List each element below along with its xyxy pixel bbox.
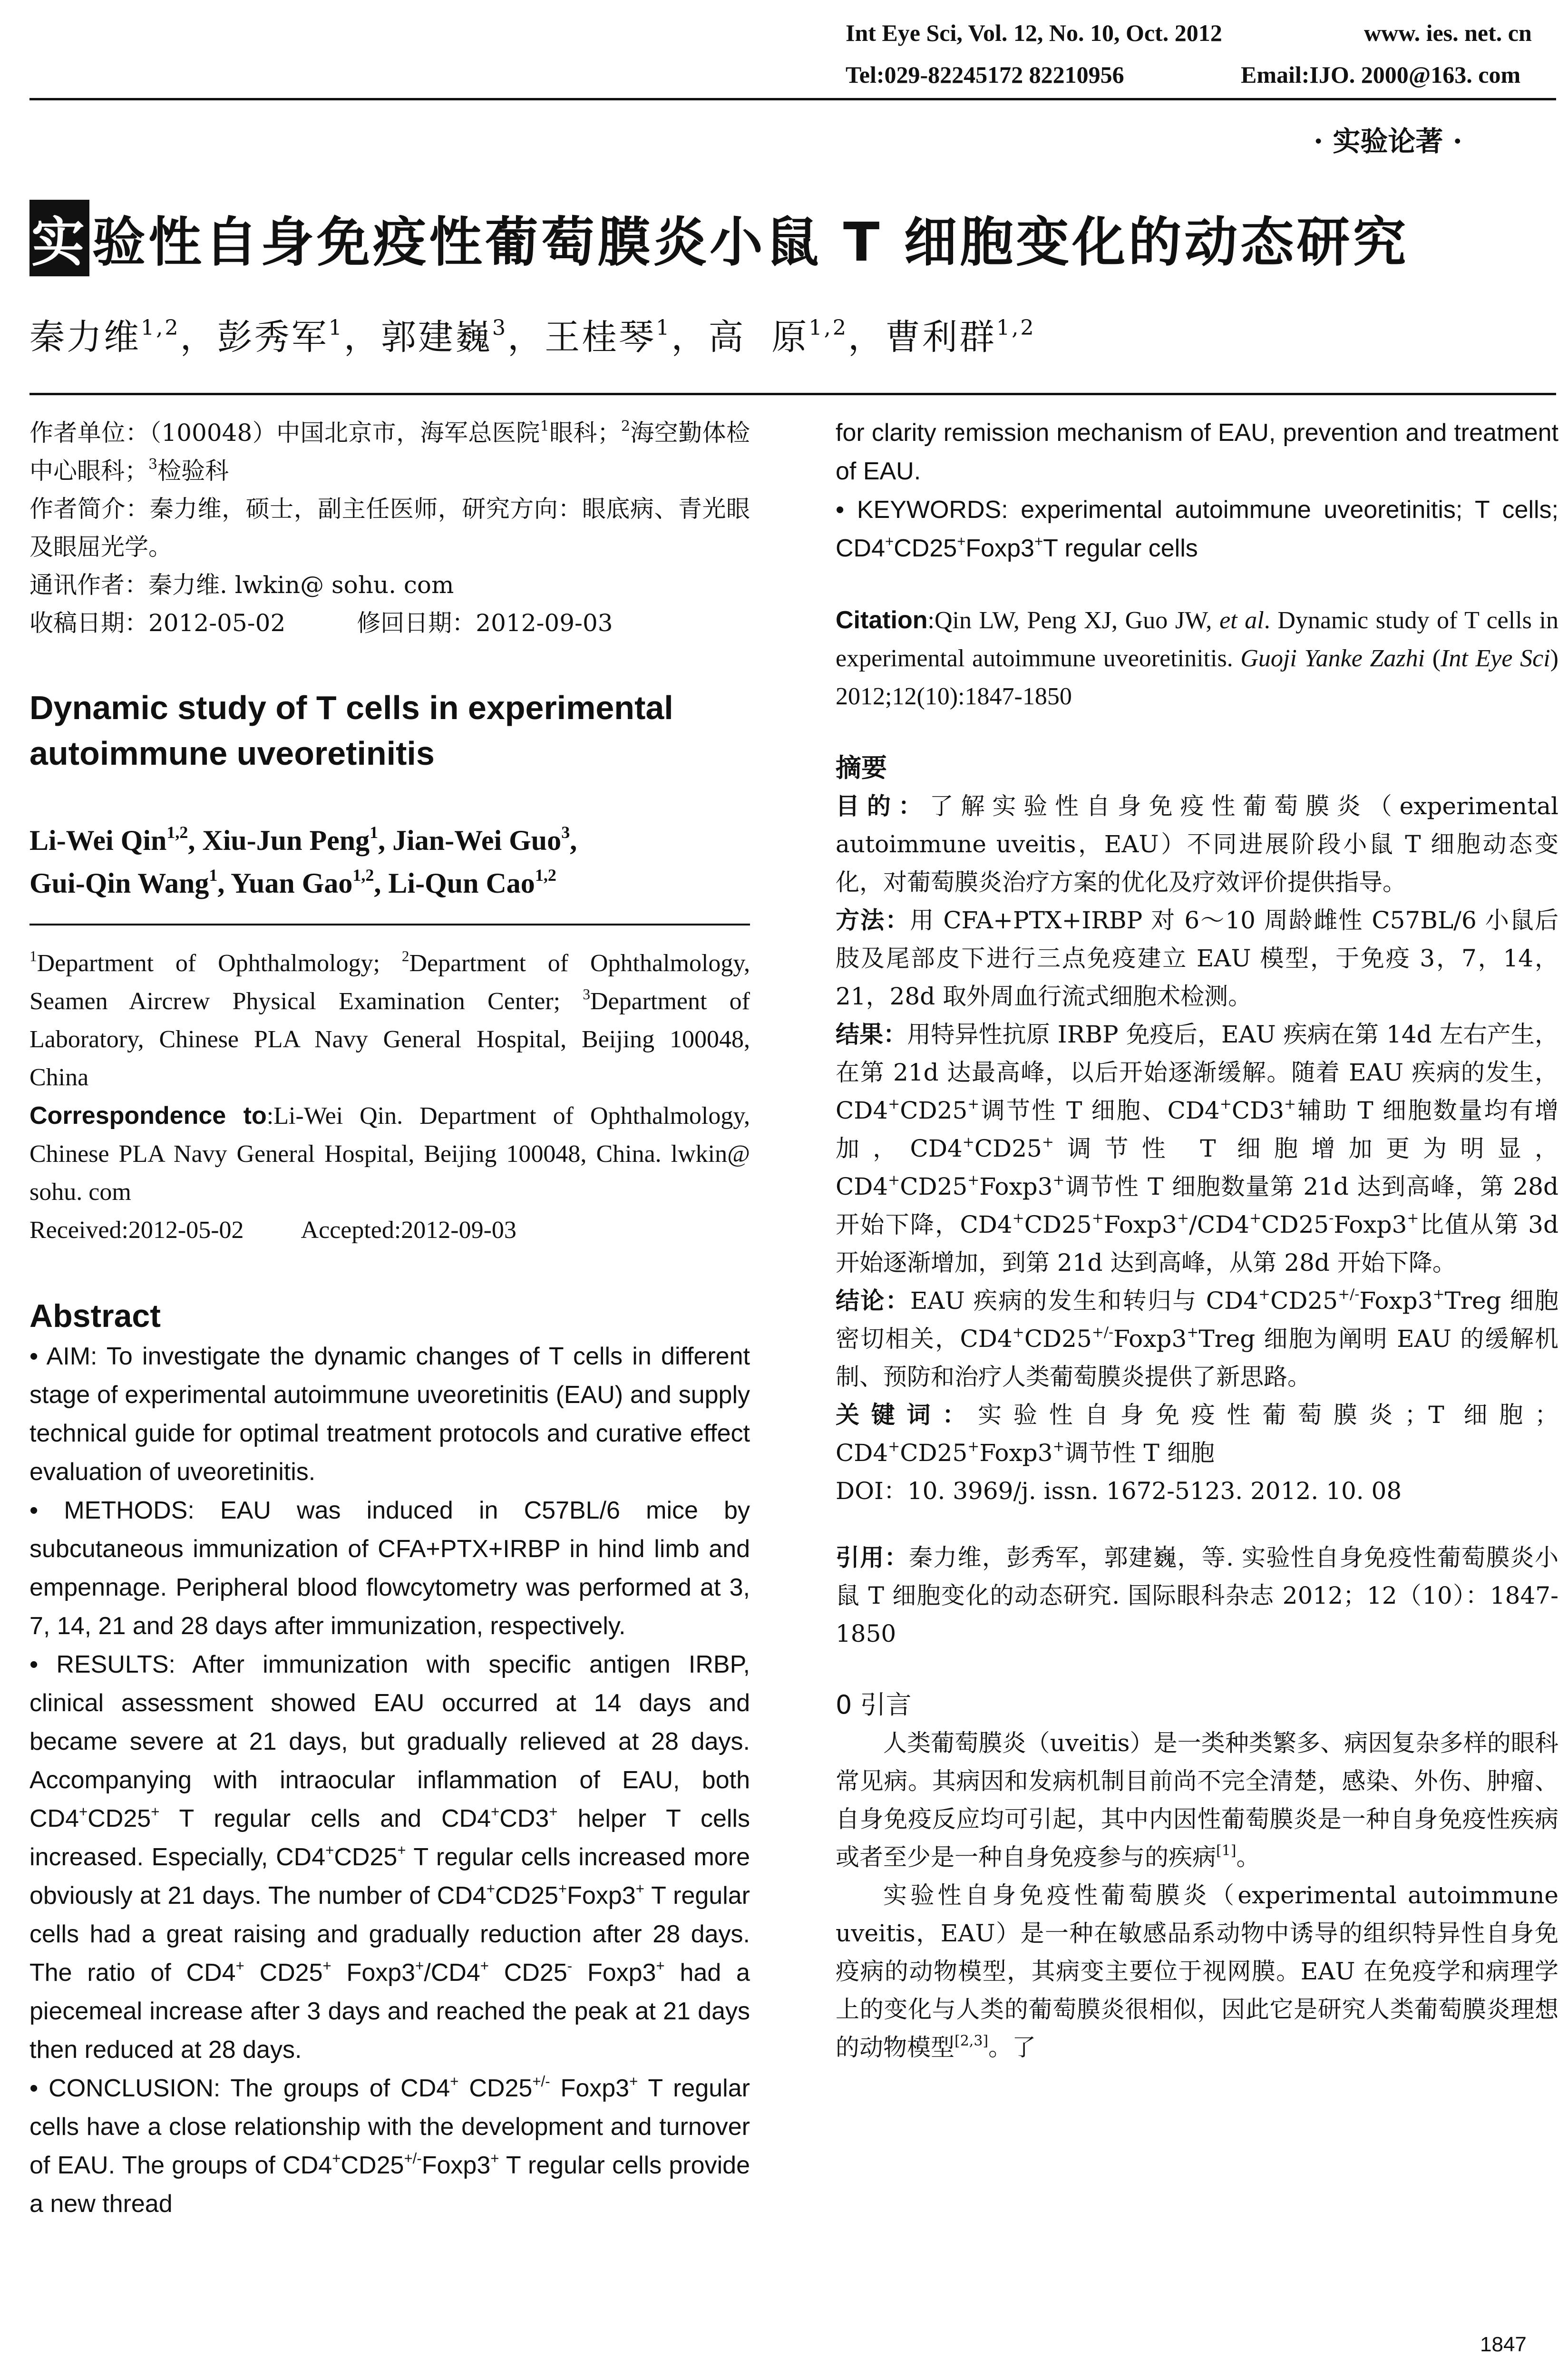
abstract-methods: • METHODS: EAU was induced in C57BL/6 mice by subcutaneous immunization of CFA+PTX+IRBP in hind limb and empennage. Peripheral blood flowcytometry was performed at 3, 7, 14, 21 and 28 days after immunization, respectively. (29, 1497, 750, 1640)
abstract-cn-heading: 摘要 (836, 753, 887, 783)
correspondence-label: Correspondence to (29, 1102, 267, 1130)
journal-email: Email:IJO. 2000@163. com (1241, 61, 1521, 88)
received-date-cn: 收稿日期：2012-05-02 (29, 609, 286, 637)
abstract-cn-methods (836, 901, 1558, 1015)
accepted-date-en: Accepted:2012-09-03 (301, 1217, 516, 1244)
citation-en: Citation:Qin LW, Peng XJ, Guo JW, et al. Dynamic study of T cells in experimental autoimmune uveoretinitis. Guoji Yanke Zazhi (Int Eye Sci) 2012;12(10):1847-1850 (836, 606, 1558, 710)
journal-website: www. ies. net. cn (1364, 19, 1532, 46)
correspondence-text: :Li-Wei Qin. Department of Ophthalmology, Chinese PLA Navy General Hospital, Beijing 100048, China. lwkin@ sohu. com (29, 1102, 750, 1206)
dates-en (29, 1211, 750, 1249)
dates-cn (29, 604, 750, 642)
abstract-keywords: • KEYWORDS: experimental autoimmune uveoretinitis; T cells; CD4+CD25+Foxp3+T regular cells (836, 496, 1558, 562)
title-initial-block: 实 (29, 200, 89, 276)
journal-telephone: Tel:029-82245172 82210956 (846, 61, 1124, 88)
article-title-en: Dynamic study of T cells in experimental autoimmune uveoretinitis (29, 689, 673, 772)
page-number: 1847 (1480, 2333, 1527, 2356)
methods-label: 方法： (836, 906, 910, 934)
intro-heading: 0 引言 (836, 1690, 912, 1720)
article-category: · 实验论著 · (1314, 125, 1462, 157)
keywords-cn-label: 关键词： (836, 1401, 978, 1429)
results-label: 结果： (836, 1021, 907, 1048)
received-date-en: Received:2012-05-02 (29, 1217, 244, 1244)
citation-cn (836, 1539, 1558, 1653)
authors-en-line-1: Li-Wei Qin$^{1,2}$, Xiu-Jun Peng$^1$, Jian-Wei Guo$^3$, (29, 823, 577, 856)
methods-text: 用 CFA+PTX+IRBP 对 6～10 周龄雌性 C57BL/6 小鼠后肢及尾部皮下进行三点免疫建立 EAU 模型，于免疫 3，7，14，21，28d 取外周血行流式细胞术检测。 (836, 906, 1559, 1010)
abstract-conclusion: • CONCLUSION: The groups of CD4+ CD25+/- Foxp3+ T regular cells have a close relationship with the development and turnover of EAU. The groups of CD4+CD25+/-Foxp3+ T regular cells provide a new thread (29, 2073, 750, 2218)
abstract-cn-keywords: 关键词：实验性自身免疫性葡萄膜炎；T 细胞；CD4+CD25+Foxp3+调节性 T 细胞 (836, 1401, 1558, 1467)
intro-paragraph-2: 实验性自身免疫性葡萄膜炎（experimental autoimmune uveitis，EAU）是一种在敏感品系动物中诱导的组织特异性自身免疫病的动物模型，其病变主要位于视网膜。EAU 在免疫学和病理学上的变化与人类的葡萄膜炎很相似，因此它是研究人类葡萄膜炎理想的动物模型[2,3]。了 (836, 1881, 1558, 2061)
affiliation-cn: 作者单位：（100048）中国北京市，海军总医院$^1$眼科；$^2$海空勤体检中心眼科；$^3$检验科 (29, 418, 750, 485)
affiliation-en: $^1$Department of Ophthalmology; $^2$Department of Ophthalmology, Seamen Aircrew Physical Examination Center; $^3$Department of Laboratory, Chinese PLA Navy General Hospital, Beijing 100048, China (29, 947, 750, 1091)
conclusion-label: 结论： (836, 1287, 910, 1315)
citation-cn-label: 引用： (836, 1544, 909, 1571)
correspondence-en (29, 1097, 750, 1211)
abstract-aim: • AIM: To investigate the dynamic changes of T cells in different stage of experimental autoimmune uveoretinitis (EAU) and supply technical guide for optimal treatment protocols and curative effect evaluation of uveoretinitis. (29, 1343, 750, 1486)
objective-label: 目的： (836, 792, 930, 820)
article-title-cn (29, 200, 1409, 276)
journal-volume-line: Int Eye Sci, Vol. 12, No. 10, Oct. 2012 (846, 19, 1222, 46)
citation-label: Citation (836, 606, 928, 634)
abstract-heading: Abstract (29, 1298, 161, 1334)
intro-paragraph-1: 人类葡萄膜炎（uveitis）是一类种类繁多、病因复杂多样的眼科常见病。其病因和发病机制目前尚不完全清楚，感染、外伤、肿瘤、自身免疫反应均可引起，其中内因性葡萄膜炎是一种自身免疫性疾病或者至少是一种自身免疫参与的疾病[1]。 (836, 1729, 1558, 1871)
abstract-conclusion-continued: for clarity remission mechanism of EAU, prevention and treatment of EAU. (836, 419, 1558, 485)
revised-date-cn: 修回日期：2012-09-03 (357, 609, 613, 637)
header-rule (29, 98, 1556, 100)
abstract-results: • RESULTS: After immunization with specific antigen IRBP, clinical assessment showed EAU occurred at 14 days and became severe at 21 days, but gradually relieved at 28 days. Accompanying with intraocular inflammation of EAU, both CD4+CD25+ T regular cells and CD4+CD3+ helper T cells increased. Especially, CD4+CD25+ T regular cells increased more obviously at 21 days. The number of CD4+CD25+Foxp3+ T regular cells had a great raising and gradually reduction after 28 days. The ratio of CD4+ CD25+ Foxp3+/CD4+ CD25- Foxp3+ had a piecemeal increase after 3 days and reached the peak at 21 days then reduced at 28 days. (29, 1651, 750, 2064)
right-column (836, 414, 1558, 2066)
abstract-cn-conclusion: 结论：EAU 疾病的发生和转归与 CD4+CD25+/-Foxp3+Treg 细胞密切相关，CD4+CD25+/-Foxp3+Treg 细胞为阐明 EAU 的缓解机制、预防和治疗人类葡萄膜炎提供了新思路。 (836, 1286, 1558, 1391)
abstract-cn-objective (836, 787, 1558, 901)
title-rule (29, 393, 1556, 395)
citation-cn-text: 秦力维，彭秀军，郭建巍，等. 实验性自身免疫性葡萄膜炎小鼠 T 细胞变化的动态研究. 国际眼科杂志 2012；12（10）：1847-1850 (836, 1544, 1558, 1647)
left-column (29, 414, 750, 2223)
doi: DOI：10. 3969/j. issn. 1672-5123. 2012. 10. 08 (836, 1477, 1402, 1505)
author-bio-cn: 作者简介：秦力维，硕士，副主任医师，研究方向：眼底病、青光眼及眼屈光学。 (29, 495, 750, 561)
abstract-cn-results: 结果：用特异性抗原 IRBP 免疫后，EAU 疾病在第 14d 左右产生，在第 21d 达最高峰，以后开始逐渐缓解。随着 EAU 疾病的发生，CD4+CD25+调节性 T 细胞、CD4+CD3+辅助 T 细胞数量均有增加，CD4+CD25+调节性 T 细胞增加更为明显，CD4+CD25+Foxp3+调节性 T 细胞数量第 21d 达到高峰，第 28d 开始下降，CD4+CD25+Foxp3+/CD4+CD25-Foxp3+比值从第 3d 开始逐渐增加，到第 21d 达到高峰，从第 28d 开始下降。 (836, 1021, 1559, 1276)
title-text: 验性自身免疫性葡萄膜炎小鼠 T 细胞变化的动态研究 (92, 212, 1409, 273)
objective-text: 了解实验性自身免疫性葡萄膜炎（experimental autoimmune uveitis，EAU）不同进展阶段小鼠 T 细胞动态变化，对葡萄膜炎治疗方案的优化及疗效评价提供指导。 (836, 792, 1559, 896)
corresponding-author-cn: 通讯作者：秦力维. lwkin@ sohu. com (29, 571, 454, 599)
authors-en-line-2: Gui-Qin Wang$^1$, Yuan Gao$^{1,2}$, Li-Qun Cao$^{1,2}$ (29, 866, 556, 899)
authors-cn: 秦力维$^{1,2}$，彭秀军$^1$，郭建巍$^3$，王桂琴$^1$，高 原$^{1,2}$，曹利群$^{1,2}$ (29, 315, 1036, 358)
